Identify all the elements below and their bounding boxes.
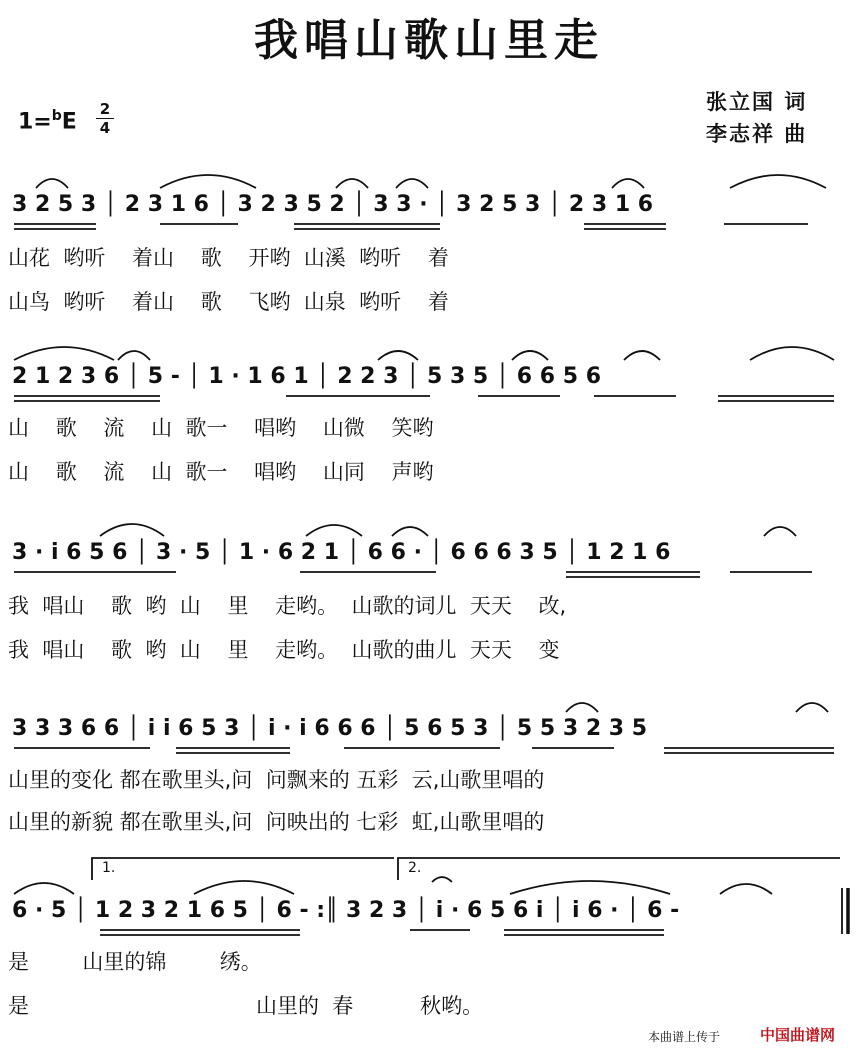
slur-mark [612,179,644,188]
notes-system-5: 6 · 5 │ 1 2 3 2 1 6 5 │ 6 - :║ 3 2 3 │ i · 6 5 6 i │ i 6 · │ 6 - [12,898,680,923]
time-signature-bottom: 4 [99,119,111,137]
time-signature-top: 2 [99,100,111,118]
key-base: 1= [18,109,52,135]
lyrics-system-4-verse-2: 山里的新貌 都在歌里头,问 问映出的 七彩 虹,山歌里唱的 [8,810,545,834]
slur-mark [392,527,428,536]
lyrics-system-2-verse-1: 山 歌 流 山 歌一 唱哟 山微 笑哟 [8,416,434,440]
key-signature [18,108,77,134]
slur-mark [510,881,670,894]
slur-mark [750,347,834,360]
slur-mark [512,351,548,360]
site-logo: 中国曲谱网 [760,1026,836,1044]
slur-mark [378,351,418,360]
lyrics-system-1-verse-1: 山花 哟听 着山 歌 开哟 山溪 哟听 着 [8,246,449,270]
composer-credit: 李志祥 曲 [706,122,808,146]
slur-mark [764,527,796,536]
slur-mark [100,524,164,536]
slur-mark [194,881,294,894]
lyrics-system-2-verse-2: 山 歌 流 山 歌一 唱哟 山同 声哟 [8,460,434,484]
volta-second-label: 2. [408,860,422,876]
slur-mark [566,703,598,712]
slur-mark [396,179,428,188]
lyrics-system-5-verse-2: 是 山里的 春 秋哟。 [8,994,484,1018]
volta-bracket-second [398,858,840,880]
slur-mark [336,179,368,188]
slur-mark [720,884,772,894]
slur-mark [160,175,256,188]
slur-mark [14,347,114,360]
lyrics-system-3-verse-2: 我 唱山 歌 哟 山 里 走哟。 山歌的曲儿 天天 变 [8,638,560,662]
lyrics-system-1-verse-2: 山鸟 哟听 着山 歌 飞哟 山泉 哟听 着 [8,290,449,314]
notes-system-3: 3 · i 6 5 6 │ 3 · 5 │ 1 · 6 2 1 │ 6 6 · │ 6 6 6 3 5 │ 1 2 1 6 [12,540,671,565]
footer-note: 本曲谱上传于 [648,1030,721,1044]
slur-mark [796,703,828,712]
volta-first-label: 1. [102,860,116,876]
lyrics-system-3-verse-1: 我 唱山 歌 哟 山 里 走哟。 山歌的词儿 天天 改, [8,594,567,618]
time-signature [96,100,114,137]
notes-system-2: 2 1 2 3 6 │ 5 - │ 1 · 1 6 1 │ 2 2 3 │ 5 3 5 │ 6 6 5 6 [12,364,602,389]
lyrics-system-5-verse-1: 是 山里的锦 绣。 [8,950,262,974]
slur-mark [730,175,826,188]
notes-system-4: 3 3 3 6 6 │ i i 6 5 3 │ i · i 6 6 6 │ 5 6 5 3 │ 5 5 3 2 3 5 [12,716,648,741]
notes-system-1: 3 2 5 3 │ 2 3 1 6 │ 3 2 3 5 2 │ 3 3 · │ 3 2 5 3 │ 2 3 1 6 [12,192,654,217]
slur-mark [36,179,68,188]
fermata-mark [432,877,452,882]
volta-bracket-first [92,858,394,880]
song-title: 我唱山歌山里走 [254,15,604,66]
slur-mark [306,525,362,536]
slur-mark [624,351,660,360]
flat-sign: b [51,108,62,124]
key-note: E [61,109,77,135]
lyrics-system-4-verse-1: 山里的变化 都在歌里头,问 问飘来的 五彩 云,山歌里唱的 [8,768,545,792]
slur-mark [14,883,74,894]
slur-mark [118,351,150,360]
lyricist-credit: 张立国 词 [706,90,808,114]
